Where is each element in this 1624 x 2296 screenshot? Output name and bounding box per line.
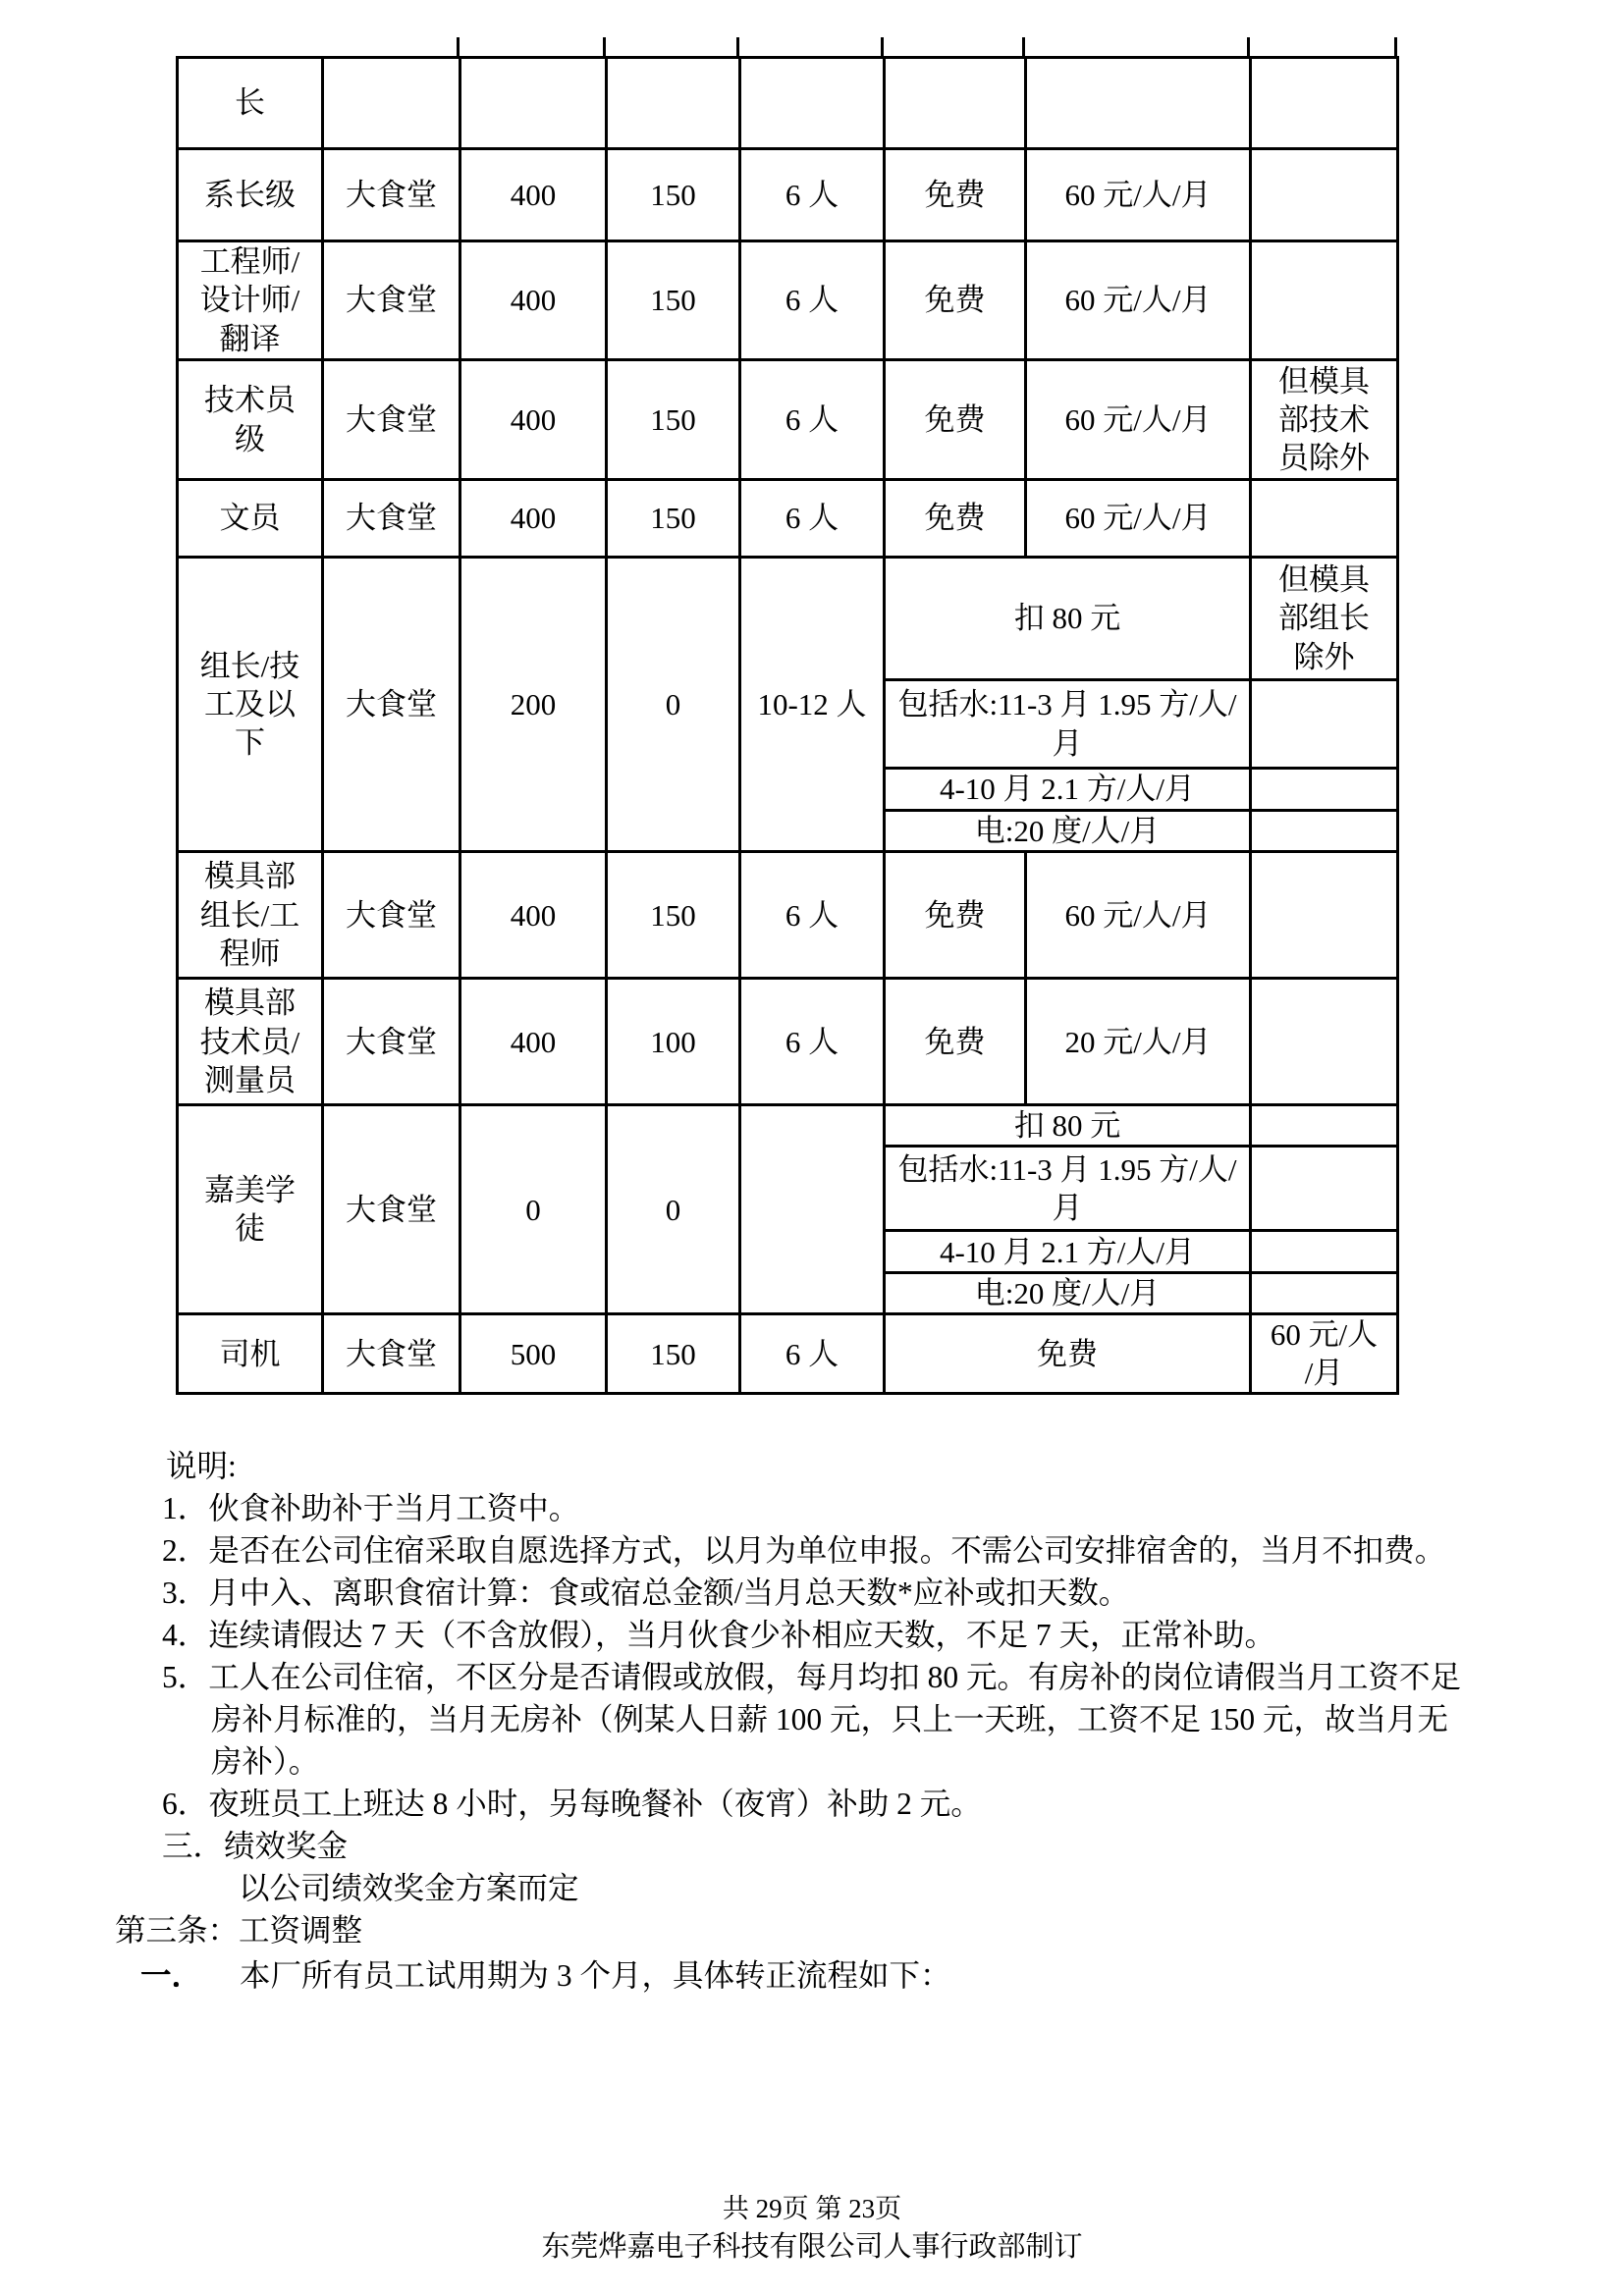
cell-meal-subsidy: 500 bbox=[460, 1314, 607, 1394]
cell-free: 免费 bbox=[885, 852, 1026, 979]
line: 包括水:11-3 月 1.95 方/人/ bbox=[897, 687, 1237, 722]
cell-remark bbox=[1251, 241, 1398, 360]
benefits-table bbox=[176, 56, 1399, 1395]
cell-canteen: 大食堂 bbox=[323, 360, 460, 480]
cell-occupancy: 6 人 bbox=[740, 480, 885, 558]
cell-housing-subsidy: 150 bbox=[607, 1314, 740, 1394]
cell-position bbox=[178, 241, 323, 360]
note-number: 1． bbox=[162, 1491, 209, 1525]
line: 程师 bbox=[219, 935, 281, 971]
cell-remark bbox=[1251, 769, 1398, 811]
line: 翻译 bbox=[219, 321, 281, 356]
cell-remark bbox=[1251, 979, 1398, 1105]
cell-housing-subsidy: 150 bbox=[607, 149, 740, 241]
cell-utility-fee: 60 元/人/月 bbox=[1026, 852, 1251, 979]
cell-water-summer: 4-10 月 2.1 方/人/月 bbox=[885, 769, 1251, 811]
cell-remark bbox=[1251, 149, 1398, 241]
note-text: 房补月标准的，当月无房补（例某人日薪 100 元，只上一天班，工资不足 150 元，故当月无 bbox=[211, 1702, 1449, 1736]
cell-empty bbox=[323, 58, 460, 149]
note-number: 4． bbox=[162, 1618, 209, 1652]
line: 工及以 bbox=[204, 687, 296, 721]
cell-remark bbox=[1251, 1147, 1398, 1231]
cell-empty bbox=[1026, 58, 1251, 149]
note-number: 2． bbox=[162, 1533, 209, 1568]
table-row bbox=[178, 1314, 1398, 1394]
cell-utility-fee: 60 元/人/月 bbox=[1026, 149, 1251, 241]
table-continuation-line bbox=[1022, 37, 1025, 56]
cell-remark bbox=[1251, 1231, 1398, 1273]
cell-utility-fee: 60 元/人/月 bbox=[1026, 241, 1251, 360]
cell-position: 系长级 bbox=[178, 149, 323, 241]
cell-occupancy: 6 人 bbox=[740, 1314, 885, 1394]
cell-remark bbox=[1251, 480, 1398, 558]
cell-remark bbox=[1251, 558, 1398, 680]
cell-canteen: 大食堂 bbox=[323, 480, 460, 558]
cell-remark bbox=[1251, 811, 1398, 852]
line: 嘉美学 bbox=[204, 1173, 296, 1208]
table-continuation-line bbox=[603, 37, 606, 56]
cell-position: 长 bbox=[178, 58, 323, 149]
line: /月 bbox=[1304, 1356, 1344, 1391]
cell-position bbox=[178, 852, 323, 979]
cell-water bbox=[885, 1147, 1251, 1231]
note-text: 是否在公司住宿采取自愿选择方式，以月为单位申报。不需公司安排宿舍的，当月不扣费。 bbox=[208, 1533, 1446, 1568]
cell-meal-subsidy: 400 bbox=[460, 852, 607, 979]
line: 徒 bbox=[235, 1211, 265, 1247]
cell-empty bbox=[607, 58, 740, 149]
note-item bbox=[0, 1783, 1546, 1825]
cell-free: 免费 bbox=[885, 480, 1026, 558]
cell-free: 免费 bbox=[885, 1314, 1251, 1394]
cell-electricity: 电:20 度/人/月 bbox=[885, 1273, 1251, 1314]
cell-housing-subsidy: 150 bbox=[607, 852, 740, 979]
cell-position bbox=[178, 558, 323, 852]
line: 60 元/人 bbox=[1270, 1317, 1379, 1353]
table-continuation-line bbox=[1394, 37, 1397, 56]
table-row bbox=[178, 58, 1398, 149]
table-continuation-line bbox=[1247, 37, 1250, 56]
table-row bbox=[178, 480, 1398, 558]
cell-occupancy: 10-12 人 bbox=[740, 558, 885, 852]
cell-occupancy: 6 人 bbox=[740, 360, 885, 480]
cell-remark bbox=[1251, 852, 1398, 979]
cell-occupancy: 6 人 bbox=[740, 241, 885, 360]
cell-position bbox=[178, 360, 323, 480]
cell-remark bbox=[1251, 1273, 1398, 1314]
table-row bbox=[178, 1105, 1398, 1147]
cell-canteen: 大食堂 bbox=[323, 241, 460, 360]
cell-canteen: 大食堂 bbox=[323, 852, 460, 979]
cell-empty bbox=[740, 58, 885, 149]
line: 员除外 bbox=[1278, 441, 1370, 476]
cell-position bbox=[178, 1105, 323, 1314]
table-row bbox=[178, 558, 1398, 680]
table-row bbox=[178, 241, 1398, 360]
note-item bbox=[0, 1572, 1546, 1614]
cell-water bbox=[885, 680, 1251, 769]
cell-utility-fee: 20 元/人/月 bbox=[1026, 979, 1251, 1105]
cell-utility-fee: 60 元/人/月 bbox=[1026, 360, 1251, 480]
note-text: 月中入、离职食宿计算：食或宿总金额/当月总天数*应补或扣天数。 bbox=[208, 1575, 1130, 1610]
line: 除外 bbox=[1293, 639, 1355, 674]
perf-bonus-body: 以公司绩效奖金方案而定 bbox=[239, 1871, 579, 1905]
note-text: 房补）。 bbox=[211, 1744, 320, 1779]
line: 技术员 bbox=[204, 383, 296, 418]
cell-remark bbox=[1251, 360, 1398, 480]
cell-empty bbox=[885, 58, 1026, 149]
cell-meal-subsidy: 400 bbox=[460, 149, 607, 241]
notes-section bbox=[0, 1445, 1546, 1997]
note-text: 绩效奖金 bbox=[224, 1829, 349, 1863]
line: 月 bbox=[1052, 725, 1083, 761]
cell-canteen: 大食堂 bbox=[323, 1105, 460, 1314]
table-row bbox=[178, 360, 1398, 480]
cell-empty bbox=[460, 58, 607, 149]
cell-position: 文员 bbox=[178, 480, 323, 558]
line: 模具部 bbox=[204, 986, 296, 1021]
cell-utility-fee bbox=[1251, 1314, 1398, 1394]
cell-housing-subsidy: 150 bbox=[607, 360, 740, 480]
note-text: 夜班员工上班达 8 小时，另每晚餐补（夜宵）补助 2 元。 bbox=[208, 1787, 982, 1821]
line: 级 bbox=[235, 421, 265, 456]
table-row bbox=[178, 979, 1398, 1105]
cell-canteen: 大食堂 bbox=[323, 979, 460, 1105]
cell-meal-subsidy: 400 bbox=[460, 241, 607, 360]
cell-occupancy: 6 人 bbox=[740, 149, 885, 241]
cell-occupancy bbox=[740, 1105, 885, 1314]
cell-canteen: 大食堂 bbox=[323, 558, 460, 852]
cell-meal-subsidy: 0 bbox=[460, 1105, 607, 1314]
table-row bbox=[178, 149, 1398, 241]
cell-remark bbox=[1251, 1105, 1398, 1147]
line: 工程师/ bbox=[199, 244, 300, 280]
note-item bbox=[0, 1529, 1546, 1572]
line: 组长/技 bbox=[199, 648, 300, 683]
item-text: 本厂所有员工试用期为 3 个月，具体转正流程如下： bbox=[240, 1958, 951, 1993]
cell-empty bbox=[1251, 58, 1398, 149]
cell-canteen: 大食堂 bbox=[323, 149, 460, 241]
line: 月 bbox=[1052, 1190, 1083, 1225]
note-number: 5． bbox=[162, 1660, 209, 1694]
probation-item bbox=[0, 1954, 1546, 1997]
cell-free: 免费 bbox=[885, 979, 1026, 1105]
table-continuation-line bbox=[881, 37, 884, 56]
cell-housing-subsidy: 150 bbox=[607, 241, 740, 360]
cell-water-summer: 4-10 月 2.1 方/人/月 bbox=[885, 1231, 1251, 1273]
line: 下 bbox=[235, 725, 265, 761]
cell-deduction: 扣 80 元 bbox=[885, 558, 1251, 680]
section3-heading: 第三条：工资调整 bbox=[115, 1913, 363, 1948]
cell-housing-subsidy: 0 bbox=[607, 558, 740, 852]
note-item bbox=[0, 1656, 1546, 1698]
line: 技术员/ bbox=[199, 1024, 300, 1059]
cell-meal-subsidy: 200 bbox=[460, 558, 607, 852]
note-text: 伙食补助补于当月工资中。 bbox=[208, 1491, 580, 1525]
cell-housing-subsidy: 100 bbox=[607, 979, 740, 1105]
page-count: 共 29页 第 23页 bbox=[722, 2194, 902, 2223]
line: 组长/工 bbox=[199, 897, 300, 933]
cell-occupancy: 6 人 bbox=[740, 852, 885, 979]
line: 部技术 bbox=[1278, 401, 1370, 437]
note-item bbox=[0, 1614, 1546, 1656]
cell-utility-fee: 60 元/人/月 bbox=[1026, 480, 1251, 558]
cell-meal-subsidy: 400 bbox=[460, 979, 607, 1105]
line: 测量员 bbox=[204, 1062, 296, 1097]
cell-canteen: 大食堂 bbox=[323, 1314, 460, 1394]
cell-electricity: 电:20 度/人/月 bbox=[885, 811, 1251, 852]
line: 包括水:11-3 月 1.95 方/人/ bbox=[897, 1151, 1237, 1187]
cell-free: 免费 bbox=[885, 241, 1026, 360]
line: 部组长 bbox=[1278, 601, 1370, 636]
note-item bbox=[0, 1487, 1546, 1529]
note-text: 连续请假达 7 天（不含放假），当月伙食少补相应天数，不足 7 天，正常补助。 bbox=[208, 1618, 1276, 1652]
cell-remark bbox=[1251, 680, 1398, 769]
table-continuation-line bbox=[736, 37, 739, 56]
cell-meal-subsidy: 400 bbox=[460, 360, 607, 480]
item-number: 一． bbox=[140, 1958, 203, 1993]
cell-occupancy: 6 人 bbox=[740, 979, 885, 1105]
cell-position bbox=[178, 979, 323, 1105]
perf-bonus-heading bbox=[0, 1825, 1546, 1867]
cell-free: 免费 bbox=[885, 360, 1026, 480]
line: 模具部 bbox=[204, 859, 296, 894]
cell-deduction: 扣 80 元 bbox=[885, 1105, 1251, 1147]
notes-title: 说明: bbox=[166, 1449, 237, 1483]
line: 但模具 bbox=[1278, 562, 1370, 598]
line: 但模具 bbox=[1278, 363, 1370, 399]
cell-meal-subsidy: 400 bbox=[460, 480, 607, 558]
issuer: 东莞烨嘉电子科技有限公司人事行政部制订 bbox=[541, 2231, 1083, 2263]
note-number: 6． bbox=[162, 1787, 209, 1821]
table-row bbox=[178, 852, 1398, 979]
cell-housing-subsidy: 150 bbox=[607, 480, 740, 558]
cell-housing-subsidy: 0 bbox=[607, 1105, 740, 1314]
note-number: 三． bbox=[162, 1829, 225, 1863]
cell-free: 免费 bbox=[885, 149, 1026, 241]
cell-position: 司机 bbox=[178, 1314, 323, 1394]
table-continuation-line bbox=[457, 37, 460, 56]
note-text: 工人在公司住宿，不区分是否请假或放假，每月均扣 80 元。有房补的岗位请假当月工资不足 bbox=[208, 1660, 1462, 1694]
line: 设计师/ bbox=[199, 283, 300, 318]
note-number: 3． bbox=[162, 1575, 209, 1610]
